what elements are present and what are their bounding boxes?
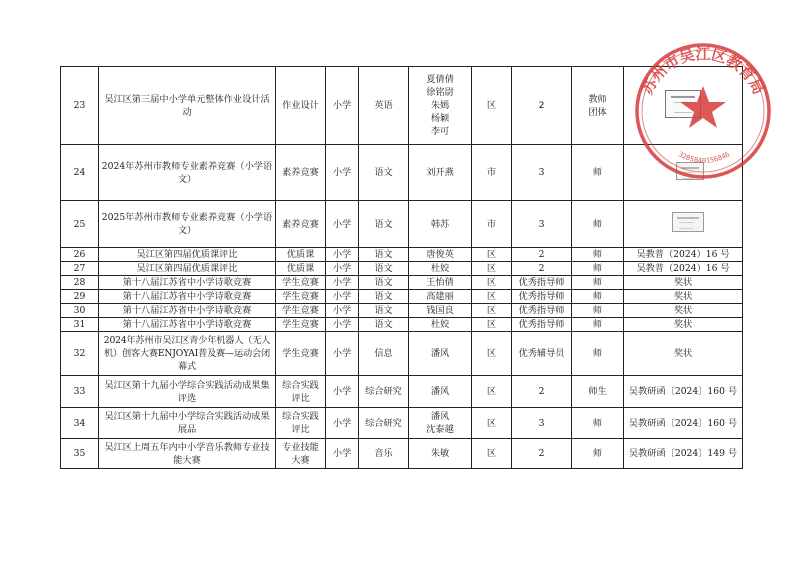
awards-table: [60, 66, 743, 469]
evidence: 吴教研函〔2024〕160 号: [624, 376, 743, 408]
category: 学生竞赛: [276, 332, 326, 376]
participants: [409, 408, 472, 439]
level: 区: [472, 304, 512, 318]
competition-name: 第十八届江苏省中小学诗歌竞赛: [99, 318, 276, 332]
level: 区: [472, 262, 512, 276]
category: 专业技能大赛: [276, 439, 326, 469]
role: 教师团体: [572, 67, 624, 145]
category: 学生竞赛: [276, 318, 326, 332]
row-number: 24: [61, 145, 99, 201]
participant-name: 朱嫣: [430, 100, 450, 111]
participants: 钱国良: [409, 304, 472, 318]
row-number: 32: [61, 332, 99, 376]
participant-name: 杨颖: [430, 113, 450, 124]
award-title: 优秀指导师: [512, 304, 572, 318]
subject: 语文: [359, 201, 409, 248]
category: 学生竞赛: [276, 290, 326, 304]
evidence: 奖状: [624, 332, 743, 376]
participants: 潘风: [409, 332, 472, 376]
level: 市: [472, 201, 512, 248]
row-number: 30: [61, 304, 99, 318]
competition-name: 2024年苏州市教师专业素养竞赛（小学语文）: [99, 145, 276, 201]
level: 区: [472, 408, 512, 439]
table-row: [61, 67, 743, 145]
competition-name: 吴江区第三届中小学单元整体作业设计活动: [99, 67, 276, 145]
participants: [409, 201, 472, 248]
table-row: [61, 276, 743, 290]
category: 素养竞赛: [276, 145, 326, 201]
role: 师: [572, 290, 624, 304]
table-row: [61, 408, 743, 439]
subject: 语文: [359, 276, 409, 290]
table-row: [61, 439, 743, 469]
category: 综合实践评比: [276, 376, 326, 408]
participant-name: 夏倩倩: [426, 74, 454, 85]
competition-name: 吴江区第十九届小学综合实践活动成果集评选: [99, 376, 276, 408]
participant-name: 李可: [430, 126, 450, 137]
competition-name: 第十八届江苏省中小学诗歌竞赛: [99, 276, 276, 290]
role: 师: [572, 276, 624, 290]
certificate-icon: [672, 212, 704, 232]
school-stage: 小学: [326, 304, 359, 318]
subject: 语文: [359, 145, 409, 201]
subject: 音乐: [359, 439, 409, 469]
role: 师: [572, 145, 624, 201]
participant-name: 韩苏: [430, 218, 450, 230]
subject: 语文: [359, 290, 409, 304]
row-number: 34: [61, 408, 99, 439]
category: 素养竞赛: [276, 201, 326, 248]
role: 师: [572, 408, 624, 439]
competition-name: 2024年苏州市吴江区青少年机器人（无人机）创客大赛ENJOYAI普及赛—运动会闭幕式: [99, 332, 276, 376]
participants: 王怡倩: [409, 276, 472, 290]
table-row: [61, 304, 743, 318]
participant-name: 徐铭尉: [426, 87, 454, 98]
row-number: 35: [61, 439, 99, 469]
row-number: 28: [61, 276, 99, 290]
award-title: 优秀指导师: [512, 290, 572, 304]
participants: 杜姣: [409, 318, 472, 332]
level: 区: [472, 290, 512, 304]
award-count: 2: [512, 376, 572, 408]
role: 师: [572, 332, 624, 376]
category: 学生竞赛: [276, 276, 326, 290]
table-row: [61, 248, 743, 262]
award-count: 3: [512, 145, 572, 201]
participants: 杜姣: [409, 262, 472, 276]
school-stage: 小学: [326, 67, 359, 145]
school-stage: 小学: [326, 290, 359, 304]
subject: 语文: [359, 304, 409, 318]
category: 学生竞赛: [276, 304, 326, 318]
table-row: [61, 262, 743, 276]
seal-code: 3205840156846: [676, 150, 732, 165]
participant-name: 沈泰越: [426, 424, 454, 435]
row-number: 23: [61, 67, 99, 145]
participant-name: 刘开燕: [426, 167, 454, 178]
school-stage: 小学: [326, 376, 359, 408]
row-number: 31: [61, 318, 99, 332]
evidence: 奖状: [624, 318, 743, 332]
level: 市: [472, 145, 512, 201]
table-row: [61, 290, 743, 304]
role: 师: [572, 248, 624, 262]
subject: 语文: [359, 248, 409, 262]
award-title: 优秀指导师: [512, 318, 572, 332]
table-row: [61, 376, 743, 408]
subject: 语文: [359, 262, 409, 276]
school-stage: 小学: [326, 145, 359, 201]
school-stage: 小学: [326, 332, 359, 376]
evidence-cell: [624, 145, 743, 201]
evidence-cell: [624, 201, 743, 248]
school-stage: 小学: [326, 276, 359, 290]
participants: 唐俊英: [409, 248, 472, 262]
competition-name: 第十八届江苏省中小学诗歌竞赛: [99, 290, 276, 304]
certificate-icon: [665, 90, 701, 118]
participants: 朱敏: [409, 439, 472, 469]
subject: 综合研究: [359, 408, 409, 439]
competition-name: 吴江区第四届优质课评比: [99, 262, 276, 276]
award-count: 3: [512, 408, 572, 439]
award-count: 2: [512, 262, 572, 276]
table-row: [61, 332, 743, 376]
award-count: 2: [512, 439, 572, 469]
evidence: 奖状: [624, 290, 743, 304]
award-title: 优秀辅导员: [512, 332, 572, 376]
level: 区: [472, 276, 512, 290]
level: 区: [472, 332, 512, 376]
participants: 高建丽: [409, 290, 472, 304]
competition-name: 吴江区第四届优质课评比: [99, 248, 276, 262]
participant-name: 潘风: [430, 411, 450, 422]
school-stage: 小学: [326, 262, 359, 276]
evidence: 奖状: [624, 304, 743, 318]
subject: 综合研究: [359, 376, 409, 408]
level: 区: [472, 376, 512, 408]
competition-name: 吴江区上周五年内中小学音乐教师专业技能大赛: [99, 439, 276, 469]
level: 区: [472, 439, 512, 469]
seal-title: 苏州市吴江区教育局: [638, 44, 768, 98]
row-number: 33: [61, 376, 99, 408]
award-title: 优秀指导师: [512, 276, 572, 290]
table-row: [61, 145, 743, 201]
evidence-cell: [624, 67, 743, 145]
award-count: 2: [512, 67, 572, 145]
table-row: [61, 318, 743, 332]
school-stage: 小学: [326, 318, 359, 332]
evidence: 吴教普（2024）16 号: [624, 248, 743, 262]
participants: 潘风: [409, 376, 472, 408]
row-number: 27: [61, 262, 99, 276]
certificate-icon: [676, 162, 704, 180]
subject: 信息: [359, 332, 409, 376]
competition-name: 吴江区第十九届中小学综合实践活动成果展品: [99, 408, 276, 439]
role: 师: [572, 201, 624, 248]
role: 师: [572, 439, 624, 469]
award-count: 2: [512, 248, 572, 262]
table-row: [61, 201, 743, 248]
row-number: 26: [61, 248, 99, 262]
evidence: 吴教普（2024）16 号: [624, 262, 743, 276]
participants: [409, 67, 472, 145]
school-stage: 小学: [326, 248, 359, 262]
row-number: 25: [61, 201, 99, 248]
role: 师: [572, 304, 624, 318]
level: 区: [472, 318, 512, 332]
competition-name: 2025年苏州市教师专业素养竞赛（小学语文）: [99, 201, 276, 248]
category: 综合实践评比: [276, 408, 326, 439]
subject: 英语: [359, 67, 409, 145]
evidence: 奖状: [624, 276, 743, 290]
participants: [409, 145, 472, 201]
level: 区: [472, 67, 512, 145]
school-stage: 小学: [326, 201, 359, 248]
role: 师: [572, 318, 624, 332]
level: 区: [472, 248, 512, 262]
row-number: 29: [61, 290, 99, 304]
school-stage: 小学: [326, 408, 359, 439]
role: 师生: [572, 376, 624, 408]
category: 优质课: [276, 248, 326, 262]
role: 师: [572, 262, 624, 276]
subject: 语文: [359, 318, 409, 332]
award-count: 3: [512, 201, 572, 248]
category: 作业设计: [276, 67, 326, 145]
competition-name: 第十八届江苏省中小学诗歌竞赛: [99, 304, 276, 318]
evidence: 吴教研函〔2024〕160 号: [624, 408, 743, 439]
school-stage: 小学: [326, 439, 359, 469]
evidence: 吴教研函〔2024〕149 号: [624, 439, 743, 469]
category: 优质课: [276, 262, 326, 276]
